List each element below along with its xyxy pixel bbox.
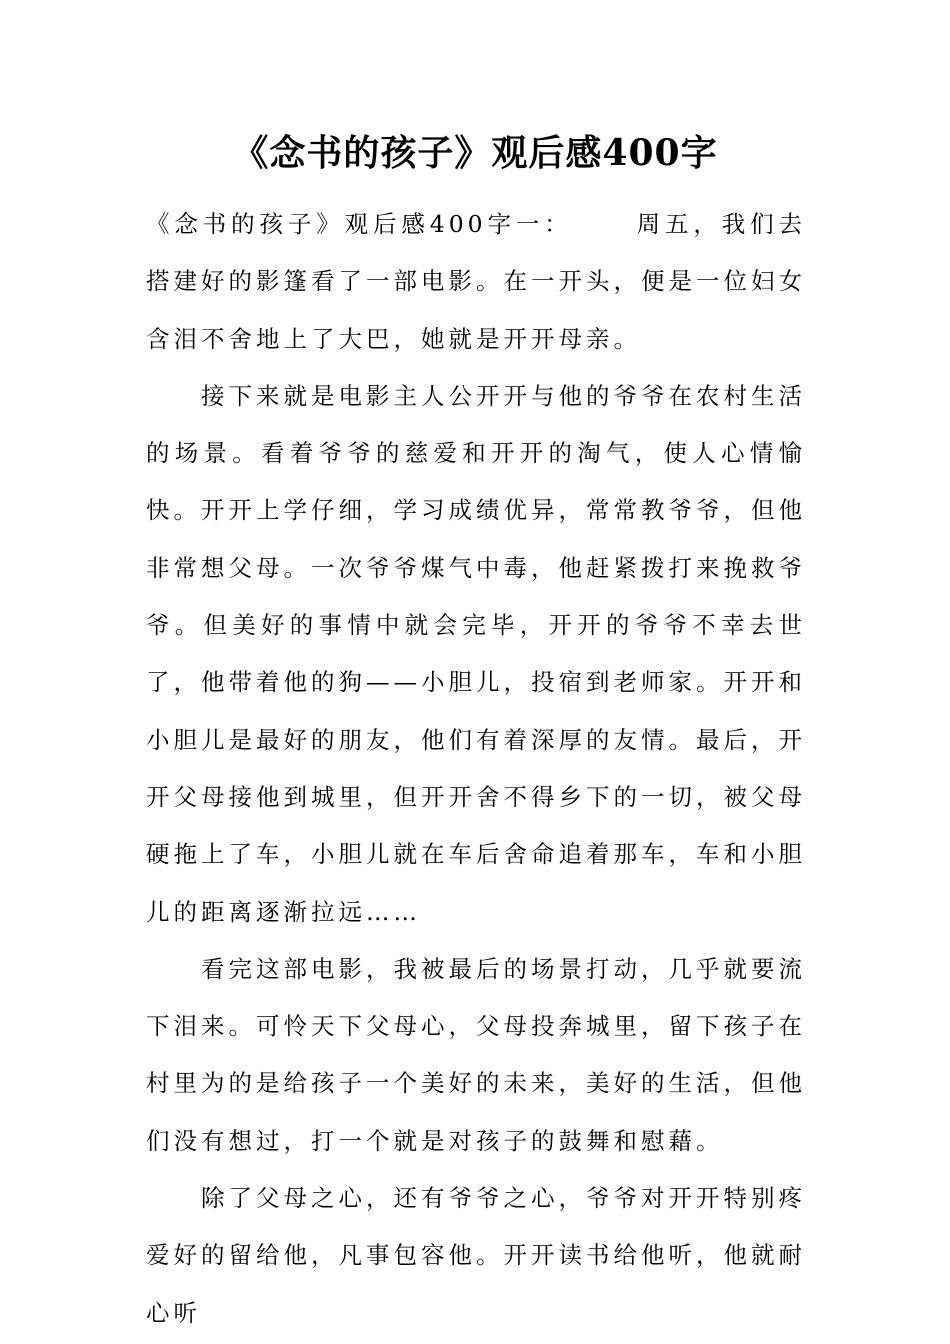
paragraph-3: 看完这部电影，我被最后的场景打动，几乎就要流下泪来。可怜天下父母心，父母投奔城里，留下孩子在村里为的是给孩子一个美好的未来，美好的生活，但他们没有想过，打一个就是对孩子的鼓舞和慰藉。: [146, 954, 806, 1155]
document-title: 《念书的孩子》观后感400字: [232, 132, 718, 174]
document-body: [146, 196, 806, 1342]
paragraph-1: [146, 196, 806, 368]
paragraph-4: 除了父母之心，还有爷爷之心，爷爷对开开特别疼爱好的留给他，凡事包容他。开开读书给他听，他就耐心听: [146, 1184, 806, 1327]
paragraph-1-text: 周五，我们去搭建好的影篷看了一部电影。在一开头，便是一位妇女含泪不舍地上了大巴，她就是开开母亲。: [146, 210, 807, 353]
lead-label: 《念书的孩子》观后感400字一：: [146, 210, 573, 238]
paragraph-2: 接下来就是电影主人公开开与他的爷爷在农村生活的场景。看着爷爷的慈爱和开开的淘气，使人心情愉快。开开上学仔细，学习成绩优异，常常教爷爷，但他非常想父母。一次爷爷煤气中毒，他赶紧拨打来挽救爷爷。但美好的事情中就会完毕，开开的爷爷不幸去世了，他带着他的狗——小胆儿，投宿到老师家。开开和小胆儿是最好的朋友，他们有着深厚的友情。最后，开开父母接他到城里，但开开舍不得乡下的一切，被父母硬拖上了车，小胆儿就在车后舍命追着那车，车和小胆儿的距离逐渐拉远……: [146, 381, 806, 926]
